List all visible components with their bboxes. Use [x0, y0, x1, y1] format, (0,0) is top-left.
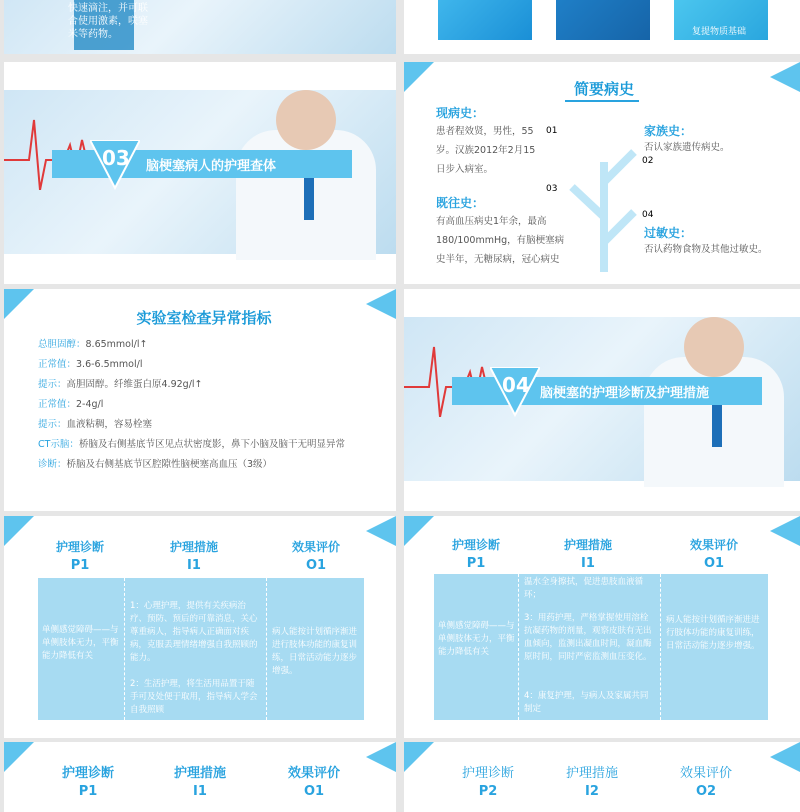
section-title: 脑梗塞的护理诊断及护理措施: [540, 386, 710, 401]
lab-row: 提示：血液粘稠，容易栓塞: [38, 419, 153, 430]
section-number: 04: [502, 373, 530, 397]
head-measures: 护理措施: [565, 766, 618, 781]
box-text: 复提物质基础: [692, 27, 747, 37]
code-p: P2: [478, 784, 498, 799]
code-p: P1: [78, 784, 98, 799]
lab-rows: [38, 335, 345, 475]
head-diagnosis: 护理诊断: [451, 538, 500, 552]
cell-evaluation: 病人能按计划循序渐进进行肢体功能的康复训练，日常活动能力逐步增强。: [666, 615, 760, 651]
slide-section-04[interactable]: [404, 289, 800, 511]
lab-row: 正常值：2-4g/l: [38, 399, 104, 410]
slide-nursing-table-d[interactable]: [404, 742, 800, 812]
head-diagnosis: 护理诊断: [461, 766, 514, 781]
family-label: 家族史：: [644, 124, 693, 138]
num-01: 01: [546, 126, 558, 136]
slide-title: 实验室检查异常指标: [136, 309, 272, 327]
slide-history[interactable]: [404, 62, 800, 284]
divider: [660, 574, 661, 720]
code-i: I2: [585, 784, 599, 799]
cell-measure-3: 4：康复护理，与病人及家属共同制定: [524, 691, 649, 714]
code-i: I1: [581, 556, 595, 571]
head-measures: 护理措施: [173, 766, 226, 781]
title-underline: [565, 100, 639, 102]
section-title: 脑梗塞病人的护理查体: [146, 159, 277, 174]
num-04: 04: [642, 210, 654, 220]
slide-1-partial[interactable]: [4, 0, 396, 54]
corner-triangle-tl: [404, 62, 444, 102]
head-diagnosis: 护理诊断: [55, 540, 104, 554]
divider: [124, 578, 125, 720]
head-measures: 护理措施: [169, 540, 218, 554]
blue-box-2: [556, 0, 650, 40]
lab-row: CT示脑：桥脑及右侧基底节区见点状密度影，鼻下小脑及脑干无明显异常: [38, 439, 345, 450]
section-number: 03: [102, 146, 130, 170]
present-label: 现病史：: [436, 106, 485, 120]
corner-triangle-tr: [760, 516, 800, 556]
blue-box-1: [438, 0, 532, 40]
corner-triangle-tr: [356, 742, 396, 782]
table-body: [434, 574, 768, 720]
slide-section-03[interactable]: [4, 62, 396, 284]
slide-lab-results[interactable]: [4, 289, 396, 511]
lab-row: 总胆固醇：8.65mmol/l↑: [38, 339, 148, 350]
divider: [518, 574, 519, 720]
divider: [266, 578, 267, 720]
code-p: P1: [70, 558, 90, 573]
code-o: O1: [303, 784, 325, 799]
corner-triangle-tl: [404, 742, 444, 782]
cell-evaluation: 病人能按计划循序渐进进行肢体功能的康复训练，日常活动能力逐步增强。: [272, 627, 358, 676]
num-02: 02: [642, 156, 654, 166]
face: [276, 90, 336, 150]
slide-nursing-table-c[interactable]: [4, 742, 396, 812]
head-evaluation: 效果评价: [689, 538, 738, 552]
corner-triangle-tr: [760, 742, 800, 782]
head-evaluation: 效果评价: [679, 766, 732, 781]
code-o: O1: [703, 556, 725, 571]
slide-title: 简要病史: [573, 80, 634, 98]
code-o: O2: [695, 784, 717, 799]
code-o: O1: [305, 558, 327, 573]
num-03: 03: [546, 184, 558, 194]
code-p: P1: [466, 556, 486, 571]
lab-row: 正常值：3.6-6.5mmol/l: [38, 359, 143, 370]
head-evaluation: 效果评价: [291, 540, 340, 554]
slide1-text: 快速滴注，并可联 合使用激素，咲塞 米等药物。: [68, 3, 148, 40]
family-text: 否认家族遗传病史。: [644, 142, 730, 153]
head-measures: 护理措施: [563, 538, 612, 552]
cell-measure-2: 3：用药护理，严格掌握使用溶栓抗凝药物的剂量，观察皮肤有无出血倾向，监测出凝血时间，凝血酶原时间，同时严密监测血压变化。: [524, 613, 652, 662]
cell-measure-2: 2：生活护理，将生活用品置于随手可及处便于取用，指导病人学会自我照顾: [130, 679, 258, 715]
cell-diagnosis: 单侧感觉障碍——与单侧肢体无力，平衡能力降低有关: [42, 625, 119, 661]
cell-measure-1: 温水全身擦拭，促进患肢血液循环；: [524, 577, 644, 600]
slide-nursing-table-b[interactable]: [404, 516, 800, 738]
past-label: 既往史：: [436, 196, 485, 210]
code-i: I1: [193, 784, 207, 799]
lab-row: 诊断：桥脑及右侧基底节区腔隙性脑梗塞高血压（3级）: [38, 459, 273, 470]
allergy-label: 过敏史：: [644, 226, 693, 240]
slide-2-partial[interactable]: [404, 0, 800, 54]
corner-triangle-tr: [356, 516, 396, 556]
head-diagnosis: 护理诊断: [61, 766, 114, 781]
cell-diagnosis: 单侧感觉障碍——与单侧肢体无力，平衡能力降低有关: [438, 621, 515, 657]
face: [684, 317, 744, 377]
allergy-text: 否认药物食物及其他过敏史。: [644, 244, 768, 255]
doctor-photo: [4, 0, 396, 54]
present-text: 患者程效贤，男性，55 岁。汉族2012年2月15 日步入病室。: [436, 126, 536, 175]
cell-measure-1: 1：心理护理，提供有关疾病治疗、预防、预后的可靠消息，关心尊重病人，指导病人正确面对疾病，克服丢理情绪增强自我照顾的能力。: [130, 601, 258, 663]
lab-row: 提示：高胆固醇。纤维蛋白原4.92g/l↑: [38, 379, 203, 390]
table-body: [38, 578, 364, 720]
corner-triangle-tr: [760, 62, 800, 102]
corner-triangle-tr: [356, 289, 396, 329]
head-evaluation: 效果评价: [287, 766, 340, 781]
corner-triangle-tl: [4, 742, 44, 782]
tree-icon: [564, 122, 644, 272]
corner-triangle-tl: [4, 289, 44, 329]
corner-triangle-tl: [4, 516, 44, 556]
code-i: I1: [187, 558, 201, 573]
slide-nursing-table-a[interactable]: [4, 516, 396, 738]
past-text: 有高血压病史1年余，最高 180/100mmHg，有脑梗塞病 史半年，无糖尿病，冠心病史: [436, 216, 565, 265]
